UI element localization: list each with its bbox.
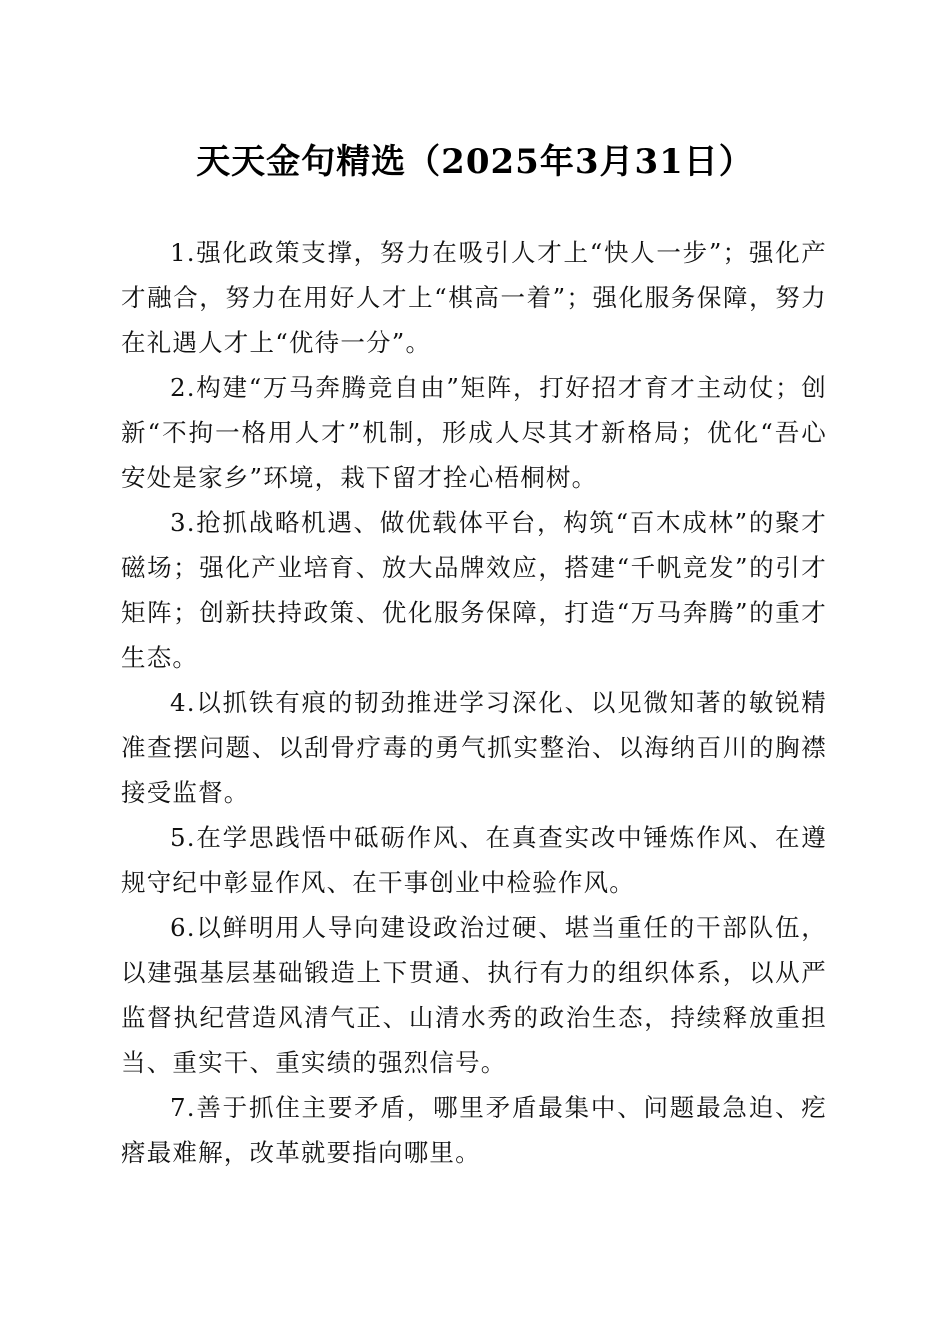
paragraph-2: 2.构建“万马奔腾竞自由”矩阵，打好招才育才主动仗；创新“不拘一格用人才”机制，形成人尽其才新格局；优化“吾心安处是家乡”环境，栽下留才拴心梧桐树。 [121,373,827,492]
paragraph-3: 3.抢抓战略机遇、做优载体平台，构筑“百木成林”的聚才磁场；强化产业培育、放大品牌效应，搭建“千帆竞发”的引才矩阵；创新扶持政策、优化服务保障，打造“万马奔腾”的重才生态。 [121,508,827,672]
paragraph-4: 4.以抓铁有痕的韧劲推进学习深化、以见微知著的敏锐精准查摆问题、以刮骨疗毒的勇气抓实整治、以海纳百川的胸襟接受监督。 [121,688,827,807]
paragraph-7: 7.善于抓住主要矛盾，哪里矛盾最集中、问题最急迫、疙瘩最难解，改革就要指向哪里。 [121,1093,827,1167]
paragraph-1: 1.强化政策支撑，努力在吸引人才上“快人一步”；强化产才融合，努力在用好人才上“棋高一着”；强化服务保障，努力在礼遇人才上“优待一分”。 [121,238,827,357]
document-title: 天天金句精选（2025年3月31日） [196,142,754,182]
paragraph-5: 5.在学思践悟中砥砺作风、在真查实改中锤炼作风、在遵规守纪中彰显作风、在干事创业中检验作风。 [121,823,827,897]
document-body [121,230,827,1175]
paragraph-6: 6.以鲜明用人导向建设政治过硬、堪当重任的干部队伍，以建强基层基础锻造上下贯通、执行有力的组织体系，以从严监督执纪营造风清气正、山清水秀的政治生态，持续释放重担当、重实干、重实绩的强烈信号。 [121,913,827,1077]
